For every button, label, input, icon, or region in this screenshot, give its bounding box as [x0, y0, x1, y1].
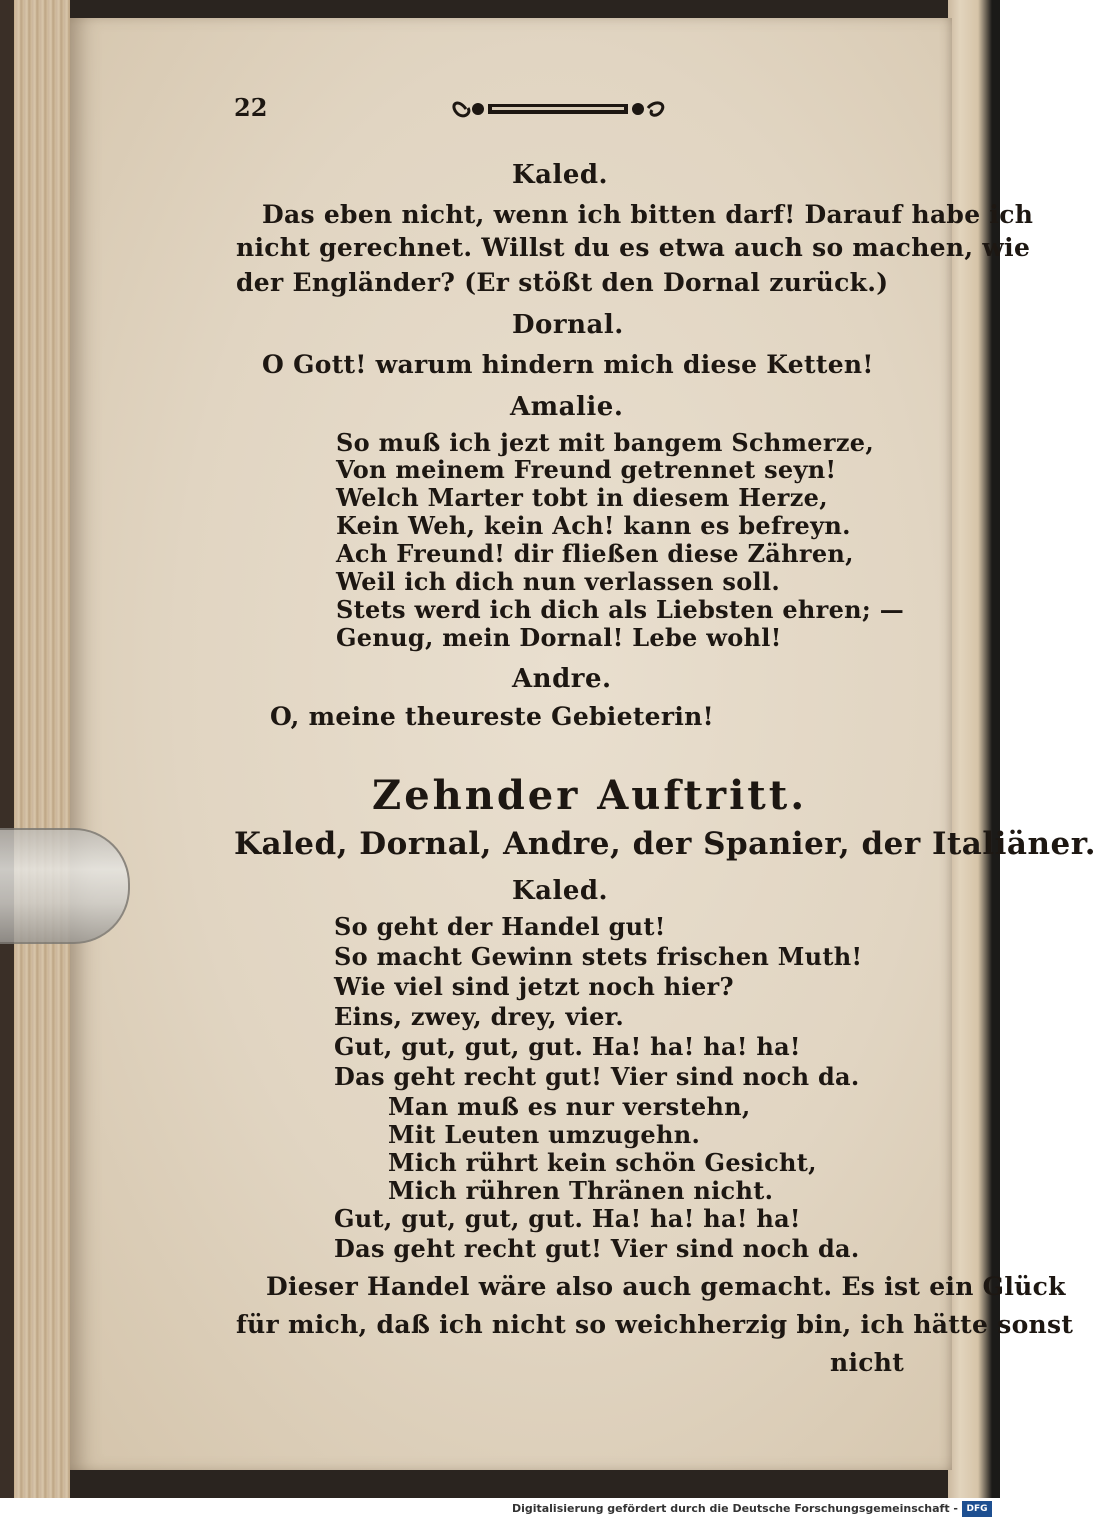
prose-line: nicht gerechnet. Willst du es etwa auch so machen, wie — [236, 233, 1031, 262]
verse-line: Welch Marter tobt in diesem Herze, — [336, 483, 828, 512]
prose-line: für mich, daß ich nicht so weichherzig bin, ich hätte sonst — [236, 1310, 1074, 1339]
verse-line: Kein Weh, kein Ach! kann es befreyn. — [336, 511, 851, 540]
song-line: Mit Leuten umzugehn. — [388, 1120, 701, 1149]
page-number: 22 — [234, 93, 268, 122]
prose-line: der Engländer? (Er stößt den Dornal zurück.) — [236, 268, 889, 297]
song-line: Mich rühren Thränen nicht. — [388, 1176, 774, 1205]
verse-line: Genug, mein Dornal! Lebe wohl! — [336, 623, 782, 652]
header-ornament — [448, 92, 670, 126]
song-line: So geht der Handel gut! — [334, 912, 666, 941]
song-line: Gut, gut, gut, gut. Ha! ha! ha! ha! — [334, 1204, 801, 1233]
funding-credit: Digitalisierung gefördert durch die Deutsche Forschungsgemeinschaft - — [511, 1502, 958, 1515]
prose-line: O, meine theureste Gebieterin! — [270, 702, 714, 731]
verse-line: So muß ich jezt mit bangem Schmerze, — [336, 428, 874, 457]
speaker-dornal: Dornal. — [512, 310, 624, 340]
speaker-kaled: Kaled. — [512, 160, 609, 190]
prose-line: Das eben nicht, wenn ich bitten darf! Darauf habe ich — [262, 200, 1034, 229]
cast-list: Kaled, Dornal, Andre, der Spanier, der Italiäner. — [234, 826, 1096, 862]
catchword: nicht — [830, 1348, 905, 1377]
speaker-kaled: Kaled. — [512, 876, 609, 906]
song-line: Das geht recht gut! Vier sind noch da. — [334, 1062, 860, 1091]
scan-border-left — [0, 0, 14, 1498]
song-line: Das geht recht gut! Vier sind noch da. — [334, 1234, 860, 1263]
verse-line: Stets werd ich dich als Liebsten ehren; — — [336, 595, 905, 624]
speaker-andre: Andre. — [512, 664, 612, 694]
song-line: Gut, gut, gut, gut. Ha! ha! ha! ha! — [334, 1032, 801, 1061]
page-clip — [0, 828, 130, 944]
verse-line: Weil ich dich nun verlassen soll. — [336, 567, 781, 596]
speaker-amalie: Amalie. — [510, 392, 624, 422]
prose-line: O Gott! warum hindern mich diese Ketten! — [262, 350, 874, 379]
song-line: So macht Gewinn stets frischen Muth! — [334, 942, 863, 971]
song-line: Mich rührt kein schön Gesicht, — [388, 1148, 817, 1177]
prose-line: Dieser Handel wäre also auch gemacht. Es ist ein Glück — [266, 1272, 1066, 1301]
song-line: Wie viel sind jetzt noch hier? — [334, 972, 734, 1001]
verse-line: Von meinem Freund getrennet seyn! — [336, 455, 837, 484]
song-line: Man muß es nur verstehn, — [388, 1092, 751, 1121]
verse-line: Ach Freund! dir fließen diese Zähren, — [336, 539, 854, 568]
footer-bar — [0, 1498, 1000, 1522]
dfg-logo: DFG — [962, 1501, 992, 1517]
scene-heading: Zehnder Auftritt. — [372, 772, 808, 819]
song-line: Eins, zwey, drey, vier. — [334, 1002, 625, 1031]
